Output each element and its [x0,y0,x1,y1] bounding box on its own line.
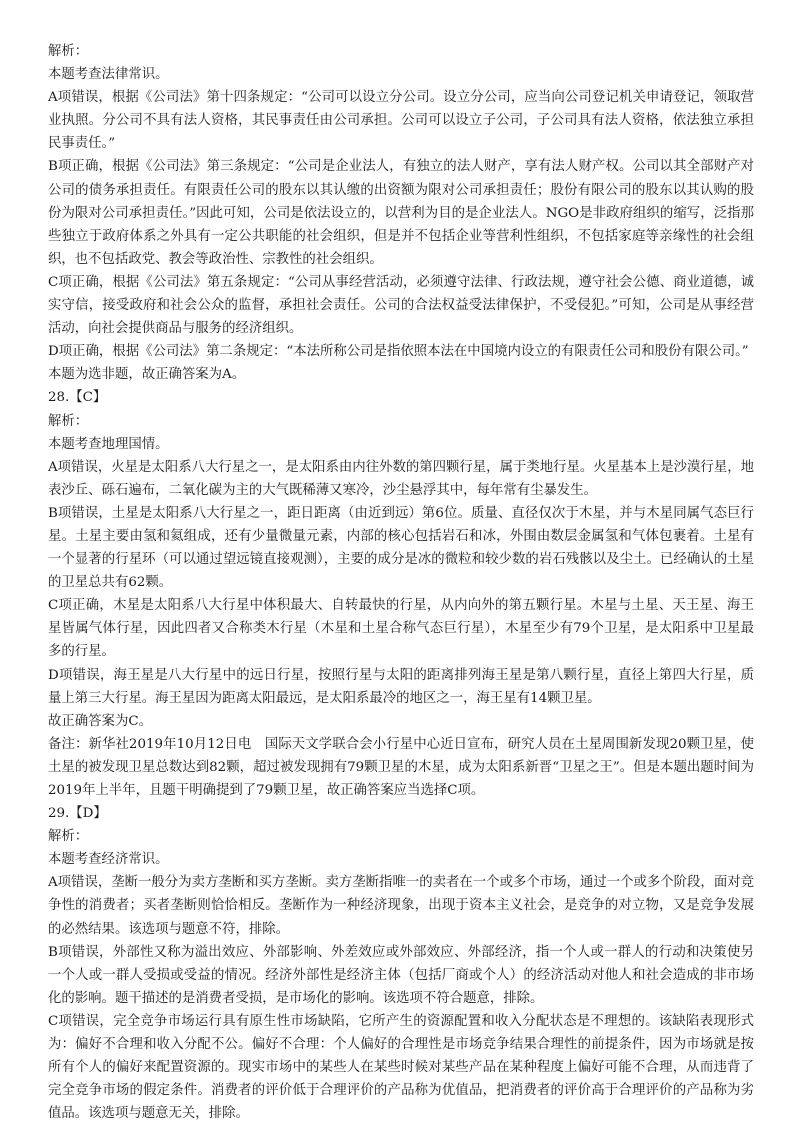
topic-line: 本题考查经济常识。 [48,852,169,868]
topic-line: 本题考查法律常识。 [48,67,169,83]
option-a-explanation: A项错误，垄断一般分为卖方垄断和买方垄断。卖方垄断指唯一的卖者在一个或多个市场，通过一个或多个阶段，面对竞争性的消费者；买者垄断则恰恰相反。垄断作为一种经济现象，出现于资本主义社会，是竞争的对立物，又是竞争发展的必然结果。该选项与题意不符，排除。 [48,875,754,937]
analysis-heading: 解析： [48,829,89,845]
question-number: 28.【C】 [48,390,107,406]
analysis-heading: 解析： [48,44,89,59]
option-c-explanation: C项正确，根据《公司法》第五条规定：“公司从事经营活动，必须遵守法律、行政法规，遵守社会公德、商业道德，诚实守信，接受政府和社会公众的监督，承担社会责任。公司的合法权益受法律保护，不受侵犯。”可知，公司是从事经营活动，向社会提供商品与服务的经济组织。 [48,274,754,337]
note-paragraph: 备注：新华社2019年10月12日电 国际天文学联合会小行星中心近日宣布，研究人员在土星周围新发现20颗卫星，使土星的被发现卫星总数达到82颗，超过被发现拥有79颗卫星的木星，成为太阳系新晋“卫星之王”。但是本题出题时间为2019年上半年，且题干明确提到了79颗卫星，故正确答案应当选择C项。 [48,736,754,798]
option-b-explanation: B项正确，根据《公司法》第三条规定：“公司是企业法人，有独立的法人财产，享有法人财产权。公司以其全部财产对公司的债务承担责任。有限责任公司的股东以其认缴的出资额为限对公司承担责任；股份有限公司的股东以其认购的股份为限对公司承担责任。”因此可知，公司是依法设立的，以营利为目的是企业法人。NGO是非政府组织的缩写，泛指那些独立于政府体系之外具有一定公共职能的社会组织，但是并不包括企业等营利性组织，不包括家庭等亲缘性的社会组织，也不包括政党、教会等政治性、宗教性的社会组织。 [48,159,754,267]
analysis-heading: 解析： [48,413,89,429]
question-number: 29.【D】 [48,806,107,822]
option-c-explanation: C项正确，木星是太阳系八大行星中体积最大、自转最快的行星，从内向外的第五颗行星。木星与土星、天王星、海王星皆属气体行星，因此四者又合称类木行星（木星和土星合称气态巨行星），木星至少有79个卫星，是太阳系中卫星最多的行星。 [48,598,754,660]
option-d-explanation: D项错误，海王星是八大行星中的远日行星，按照行星与太阳的距离排列海王星是第八颗行星，直径上第四大行星，质量上第三大行星。海王星因为距离太阳最远，是太阳系最冷的地区之一，海王星有14颗卫星。 [48,667,754,706]
document-page [48,40,754,1125]
option-b-explanation: B项错误，土星是太阳系八大行星之一，距日距离（由近到远）第6位。质量、直径仅次于木星，并与木星同属气态巨行星。土星主要由氢和氦组成，还有少量微量元素，内部的核心包括岩石和冰，外围由数层金属氢和气体包裹着。土星有一个显著的行星环（可以通过望远镜直接观测），主要的成分是冰的微粒和较少数的岩石残骸以及尘土。已经确认的土星的卫星总共有62颗。 [48,505,754,591]
answer-line: 故正确答案为C。 [48,713,152,729]
option-b-explanation: B项错误，外部性又称为溢出效应、外部影响、外差效应或外部效应、外部经济，指一个人或一群人的行动和决策使另一个人或一群人受损或受益的情况。经济外部性是经济主体（包括厂商或个人）的经济活动对他人和社会造成的非市场化的影响。题干描述的是消费者受损，是市场化的影响。该选项不符合题意，排除。 [48,944,754,1006]
option-c-explanation: C项错误，完全竞争市场运行具有原生性市场缺陷，它所产生的资源配置和收入分配状态是不理想的。该缺陷表现形式为：偏好不合理和收入分配不公。偏好不合理：个人偏好的合理性是市场竞争结果合理性的前提条件，因为市场就是按所有个人的偏好来配置资源的。现实市场中的某些人在某些时候对某些产品在某种程度上偏好可能不合理，从而违背了完全竞争市场的假定条件。消费者的评价低于合理评价的产品称为优值品，把消费者的评价高于合理评价的产品称为劣值品。该选项与题意无关，排除。 [48,1013,754,1122]
option-a-explanation: A项错误，火星是太阳系八大行星之一，是太阳系由内往外数的第四颗行星，属于类地行星。火星基本上是沙漠行星，地表沙丘、砾石遍布，二氧化碳为主的大气既稀薄又寒冷，沙尘悬浮其中，每年常有尘暴发生。 [48,459,754,498]
topic-line: 本题考查地理国情。 [48,436,169,452]
option-d-explanation: D项正确，根据《公司法》第二条规定：“本法所称公司是指依照本法在中国境内设立的有限责任公司和股份有限公司。” [48,344,749,360]
option-a-explanation: A项错误，根据《公司法》第十四条规定：“公司可以设立分公司。设立分公司，应当向公司登记机关申请登记，领取营业执照。分公司不具有法人资格，其民事责任由公司承担。公司可以设立子公司，子公司具有法人资格，依法独立承担民事责任。” [48,90,754,152]
answer-line: 本题为选非题，故正确答案为A。 [48,367,246,383]
